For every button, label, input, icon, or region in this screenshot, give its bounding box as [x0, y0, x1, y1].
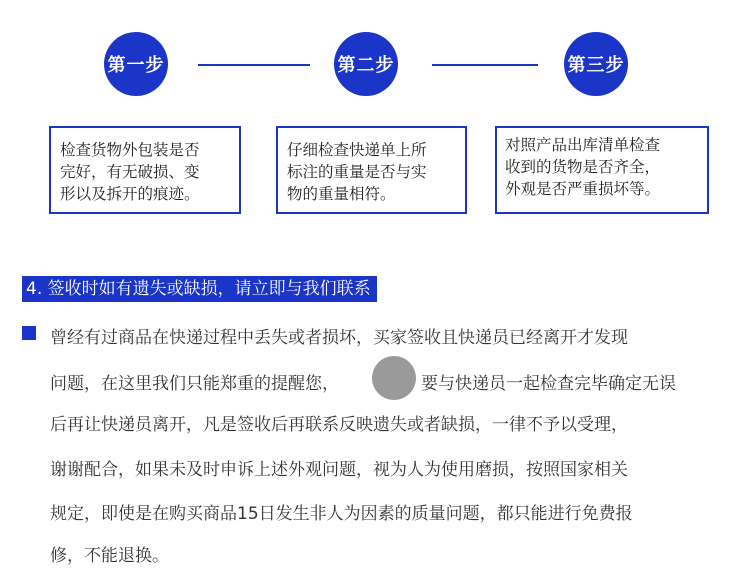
step-1-circle: 第一步 — [104, 32, 168, 96]
step-3-text-line: 收到的货物是否齐全， — [505, 158, 661, 176]
step-3-circle: 第三步 — [564, 32, 628, 96]
section-heading: 4. 签收时如有遗失或缺损，请立即与我们联系 — [22, 276, 377, 302]
paragraph-line: 谢谢配合，如果未及时申诉上述外观问题，视为人为使用磨损，按照国家相关 — [50, 460, 628, 480]
step-2-circle: 第二步 — [334, 32, 398, 96]
step-2-text-line: 物的重量相符。 — [287, 185, 396, 203]
step-connector-1 — [198, 64, 310, 66]
step-1-text-line: 形以及拆开的痕迹。 — [60, 185, 200, 203]
paragraph-line: 要与快递员一起检查完毕确定无误 — [421, 374, 676, 394]
paragraph-line: 问题，在这里我们只能郑重的提醒您， — [50, 374, 339, 394]
paragraph-line: 规定，即使是在购买商品15日发生非人为因素的质量问题，都只能进行免费报 — [50, 504, 633, 524]
step-2-text-line: 仔细检查快递单上所 — [287, 141, 427, 159]
bullet-square — [22, 326, 36, 340]
step-1-box — [49, 126, 241, 214]
step-1-text-line: 完好，有无破损、变 — [60, 163, 200, 181]
step-connector-2 — [432, 64, 538, 66]
blurred-spot — [372, 356, 416, 400]
step-1-text-line: 检查货物外包装是否 — [60, 141, 200, 159]
step-2-text-line: 标注的重量是否与实 — [287, 163, 427, 181]
step-3-text-line: 外观是否严重损坏等。 — [505, 180, 661, 198]
step-2-box — [276, 126, 467, 214]
paragraph-line: 后再让快递员离开，凡是签收后再联系反映遗失或者缺损，一律不予以受理， — [50, 415, 628, 435]
step-3-box — [495, 126, 709, 214]
step-3-text-line: 对照产品出库清单检查 — [505, 136, 661, 154]
paragraph-line: 修，不能退换。 — [50, 546, 169, 566]
paragraph-line: 曾经有过商品在快递过程中丢失或者损坏，买家签收且快递员已经离开才发现 — [50, 328, 628, 348]
